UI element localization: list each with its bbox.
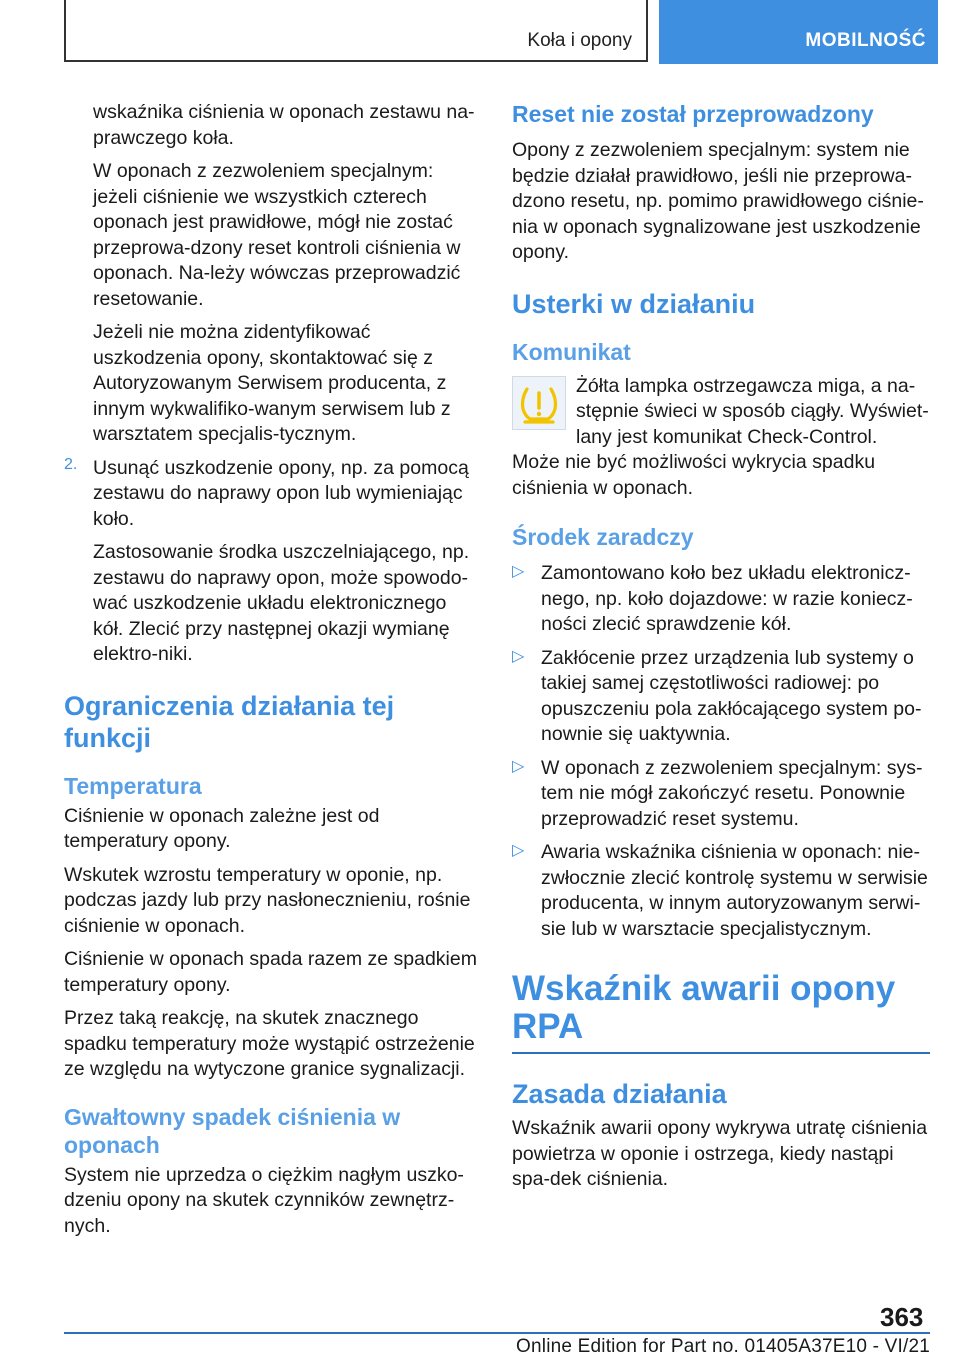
paragraph: Ciśnienie w oponach zależne jest od temperatury opony.: [64, 804, 380, 852]
paragraph: Żółta lampka ostrzegawcza miga, a na-stępnie świeci w sposób ciągły. Wyświet-lany jest komunikat Check-Control. Może nie być możliwości wykrycia spadku ciśnienia w oponach.: [512, 374, 929, 499]
heading-reset: Reset nie został przeprowadzony: [512, 101, 874, 127]
paragraph: Zastosowanie środka uszczelniającego, np. zestawu do naprawy opon, może spowodo-wać uszkodzenie układu elektronicznego kół. Zlecić przy następnej okazji wymianę elektro-niki.: [93, 541, 470, 665]
paragraph: Wskutek wzrostu temperatury w oponie, np. podczas jazdy lub przy nasłonecznieniu, rośnie ciśnienie w oponach.: [64, 863, 471, 937]
paragraph: W oponach z zezwoleniem specjalnym: jeżeli ciśnienie we wszystkich czterech oponach jest prawidłowe, mógł nie zostać przeprowa-dzony reset kontroli ciśnienia w oponach. Na-leży wówczas przeprowadzić resetowanie.: [93, 160, 461, 310]
paragraph: Opony z zezwoleniem specjalnym: system nie będzie działał prawidłowo, jeśli nie przeprowa-dzono resetu, np. pomimo prawidłowego ciśnie-nia w oponach sygnalizowane jest uszkodzenie opony.: [512, 139, 924, 263]
item-text: Usunąć uszkodzenie opony, np. za pomocą zestawu do naprawy opon lub wymieniając koło.: [93, 456, 469, 530]
heading-temperature: Temperatura: [64, 772, 202, 799]
footer-rule: [64, 1332, 930, 1334]
paragraph: Ciśnienie w oponach spada razem ze spadkiem temperatury opony.: [64, 948, 477, 996]
heading-rpa: Wskaźnik awarii opony RPA: [512, 969, 896, 1046]
heading-limits: Ograniczenia działania tej funkcji: [64, 690, 395, 753]
tire-pressure-warning-icon: [512, 376, 566, 430]
triangle-bullet-icon: ▷: [512, 647, 525, 665]
left-column: [64, 100, 480, 1247]
page-number: 363: [880, 1302, 924, 1332]
paragraph: Przez taką reakcję, na skutek znacznego spadku temperatury może wystąpić ostrzeżenie ze względu na wytyczone granice sygnalizacji.: [64, 1007, 475, 1080]
item-number: 2.: [64, 455, 78, 473]
list-item: [512, 756, 930, 833]
paragraph: wskaźnika ciśnienia w oponach zestawu na-prawczego koła.: [93, 101, 475, 149]
list-item: [512, 646, 930, 748]
list-item-text: Awaria wskaźnika ciśnienia w oponach: nie-zwłocznie zlecić kontrolę systemu w serwisie producenta, w innym autoryzowanym serwi-sie lub w warsztacie specjalistycznym.: [541, 841, 928, 940]
list-item-text: Zakłócenie przez urządzenia lub systemy o takiej samej częstotliwości radiowej: po opuszczeniu pola zakłócającego system po-nownie się uaktywnia.: [541, 646, 922, 745]
heading-sudden-drop: Gwałtowny spadek ciśnienia w oponach: [64, 1103, 401, 1158]
header-section: Koła i opony: [527, 30, 632, 51]
header-chapter-label: MOBILNOŚĆ: [805, 30, 926, 51]
list-item-text: Zamontowano koło bez układu elektronicz-nego, np. koło dojazdowe: w razie koniecz-ności zlecić sprawdzenie kół.: [541, 562, 913, 635]
heading-remedy: Środek zaradczy: [512, 524, 694, 550]
numbered-item: [64, 456, 480, 533]
triangle-bullet-icon: ▷: [512, 842, 525, 859]
triangle-bullet-icon: ▷: [512, 563, 525, 580]
header-chapter-tab: [659, 0, 938, 64]
paragraph: System nie uprzedza o ciężkim nagłym uszko-dzeniu opony na skutek czynników zewnętrz-nych.: [64, 1163, 464, 1237]
list-item: [512, 561, 930, 638]
heading-rule: [512, 1052, 930, 1054]
heading-principle: Zasada działania: [512, 1079, 727, 1109]
heading-faults: Usterki w działaniu: [512, 288, 756, 319]
triangle-bullet-icon: ▷: [512, 757, 525, 775]
heading-message: Komunikat: [512, 338, 631, 365]
footer-edition: Online Edition for Part no. 01405A37E10 - VI/21: [516, 1336, 930, 1357]
list-item: [512, 840, 930, 942]
right-column: [512, 100, 930, 1201]
header-box: [64, 0, 648, 62]
list-item-text: W oponach z zezwoleniem specjalnym: sys-tem nie mógł zakończyć resetu. Ponownie przeprowadzić reset systemu.: [541, 756, 923, 830]
paragraph: Wskaźnik awarii opony wykrywa utratę ciśnienia powietrza w oponie i ostrzega, kiedy nastąpi spa-dek ciśnienia.: [512, 1117, 928, 1190]
paragraph: Jeżeli nie można zidentyfikować uszkodzenia opony, skontaktować się z Autoryzowanym Serwisem producenta, z innym wykwalifiko-wanym serwisem lub z warsztatem specjalis-tycznym.: [93, 321, 451, 445]
